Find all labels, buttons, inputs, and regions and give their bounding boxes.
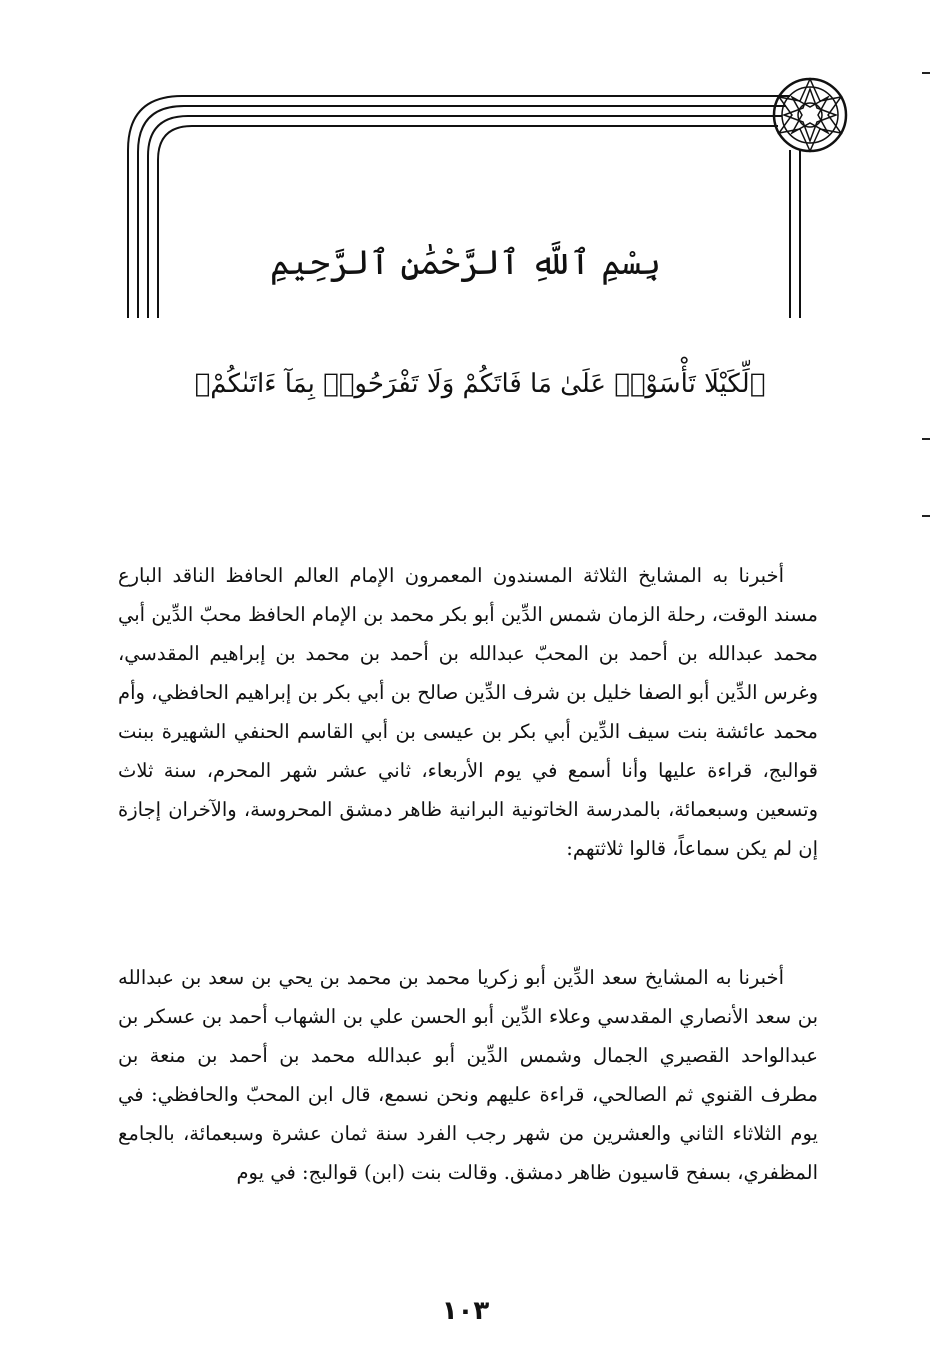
ornamental-frame [0, 0, 931, 360]
paragraph-text: أخبرنا به المشايخ الثلاثة المسندون المعمرون الإمام العالم الحافظ الناقد البارع مسند الوقت، رحلة الزمان شمس الدِّين أبو بكر محمد بن الإمام الحافظ محبّ الدِّين أبي محمد عبدالله بن أحمد بن المحبّ عبدالله بن أحمد بن محمد بن إبراهيم المقدسي، وغرس الدِّين أبو الصفا خليل بن شرف الدِّين صالح بن أبي بكر بن إبراهيم الحافظي، وأم محمد عائشة بنت سيف الدِّين أبي بكر بن عيسى بن أبي القاسم الحنفي الشهيرة ببنت قوالبج، قراءة عليها وأنا أسمع في يوم الأربعاء، ثاني عشر شهر المحرم، سنة ثلاث وتسعين وسبعمائة، بالمدرسة الخاتونية البرانية ظاهر دمشق المحروسة، والآخران إجازة إن لم يكن سماعاً، قالوا ثلاثتهم: [118, 564, 818, 860]
paragraph-text: أخبرنا به المشايخ سعد الدِّين أبو زكريا محمد بن محمد بن يحي بن سعد بن عبدالله بن سعد الأنصاري المقدسي وعلاء الدِّين أبو الحسن علي بن الشهاب أحمد بن عسكر بن عبدالواحد القصيري الجمال وشمس الدِّين أبو عبدالله محمد بن أحمد بن منعة بن مطرف القنوي ثم الصالحي، قراءة عليهم ونحن نسمع، قال ابن المحبّ والحافظي: في يوم الثلاثاء الثاني والعشرين من شهر رجب الفرد سنة ثمان عشرة وسبعمائة، بالجامع المظفري، بسفح قاسيون ظاهر دمشق. وقالت بنت (ابن) قوالبج: في يوم [118, 966, 818, 1184]
rosette-icon [774, 79, 846, 151]
margin-tick [922, 438, 930, 440]
quran-verse: ﴿لِّكَيْلَا تَأْسَوْا۟ عَلَىٰ مَا فَاتَكُمْ وَلَا تَفْرَحُوا۟ بِمَآ ءَاتَىٰكُمْ﴾ [194, 369, 766, 399]
margin-tick [922, 515, 930, 517]
page-number: ١٠٣ [441, 1296, 490, 1326]
basmala-heading: بِسْمِ ٱللَّهِ ٱلرَّحْمَٰنِ ٱلرَّحِيمِ [269, 243, 662, 283]
paragraph-1 [118, 556, 818, 868]
paragraph-2 [118, 958, 818, 1192]
margin-tick [922, 72, 930, 74]
